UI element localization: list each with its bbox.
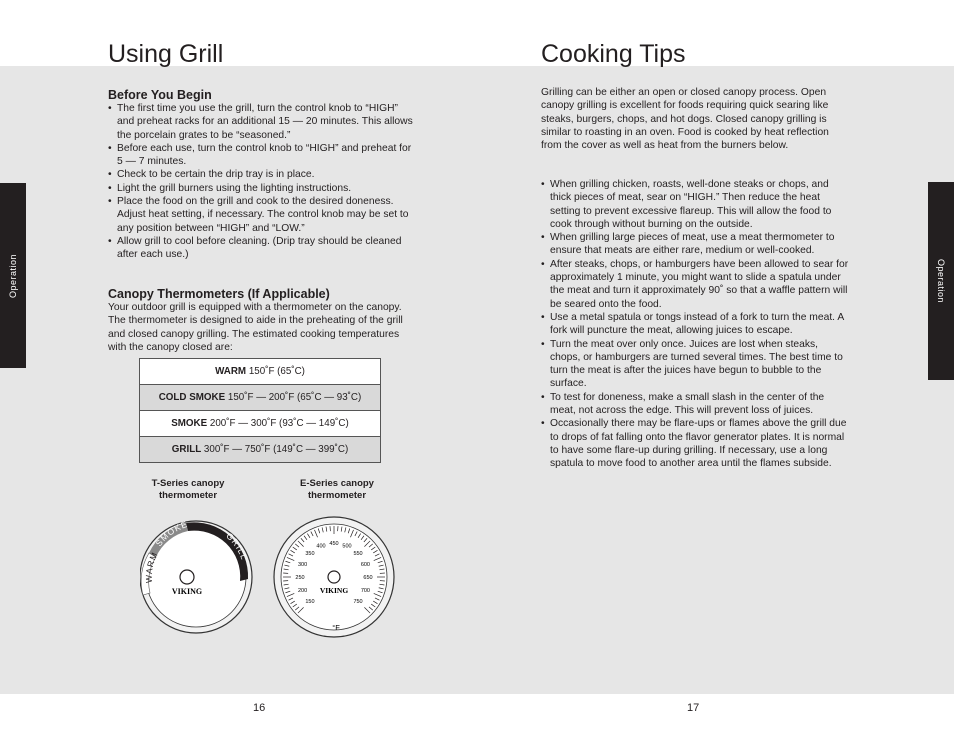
gauge-scale-label: 600 xyxy=(360,561,371,568)
gauge-scale-label: 450 xyxy=(329,541,339,547)
table-row xyxy=(140,410,380,436)
gauge-scale-label: 750 xyxy=(353,599,363,606)
section-tab-label: Operation xyxy=(936,258,946,304)
list-item: • The first time you use the grill, turn the control knob to “HIGH” and preheat racks for an additional 15 — 20 minutes. This allows the porcelain grates to be “seasoned.” xyxy=(108,102,413,142)
list-item: • Before each use, turn the control knob to “HIGH” and preheat for 5 — 7 minutes. xyxy=(108,142,413,169)
cooking-tips-list xyxy=(541,178,851,471)
caption-line: thermometer xyxy=(307,490,367,501)
caption-line: T-Series canopy xyxy=(151,478,225,489)
page-title-using-grill: Using Grill xyxy=(108,40,224,68)
gauge-scale-label: 350 xyxy=(305,550,315,557)
grill-zone-label: GRILL xyxy=(224,530,250,562)
list-item: • Allow grill to cool before cleaning. (Drip tray should be cleaned after each use.) xyxy=(108,235,413,262)
gauge-scale-label: 700 xyxy=(360,588,371,595)
page-number: 17 xyxy=(687,702,700,714)
list-item: • Turn the meat over only once. Juices are lost when steaks, chops, or hamburgers are turned several times. The best time to turn the meat is after the juices have begun to bubble to the surface. xyxy=(541,338,851,391)
page-title-cooking-tips: Cooking Tips xyxy=(541,40,686,68)
t-series-caption xyxy=(118,478,258,502)
before-you-begin-heading: Before You Begin xyxy=(108,88,212,102)
temperature-unit-label: °F xyxy=(332,623,340,632)
e-series-caption xyxy=(267,478,407,502)
list-item: • After steaks, chops, or hamburgers have been allowed to sear for approximately 1 minute, you might want to slide a spatula under the meat and turn it approximately 90˚ so that a waffle pattern will be seared onto the food. xyxy=(541,258,851,311)
gauge-scale-label: 550 xyxy=(353,550,363,557)
gauge-scale-label: 200 xyxy=(297,588,308,595)
list-item: • Occasionally there may be flare-ups or flames above the grill due to drops of fat falling onto the flavor generator plates. It is normal to have some flare-up during grilling. If necessary, use a long spatula to move food to another area until the flames subside. xyxy=(541,417,851,470)
temperature-table xyxy=(139,358,381,463)
temp-label: COLD SMOKE xyxy=(158,392,226,403)
smoke-zone-label: SMOKE xyxy=(153,518,190,549)
list-item: • Place the food on the grill and cook to the desired doneness. Adjust heat setting, if necessary. The control knob may be set to any position between “HIGH” and “LOW.” xyxy=(108,195,413,235)
gauge-scale-label: 500 xyxy=(342,543,352,550)
list-item: • When grilling chicken, roasts, well-done steaks or chops, and thick pieces of meat, sear on “HIGH.” Then reduce the heat setting to prevent excessive flareup. This will allow the food to cook through without burning on the outside. xyxy=(541,178,851,231)
cooking-tips-intro: Grilling can be either an open or closed canopy process. Open canopy grilling is excellent for foods requiring quick searing like steaks, burgers, chops, and hot dogs. Closed canopy grilling is similar to roasting in an oven. Food is cooked by heat reflection from the cover as well as heat from the burners below. xyxy=(541,87,829,152)
gauge-scale-label: 150 xyxy=(305,599,315,606)
section-tab-label: Operation xyxy=(8,253,18,298)
section-tab-right xyxy=(928,182,954,380)
canopy-thermometers-intro: Your outdoor grill is equipped with a thermometer on the canopy. The thermometer is designed to aide in the preheating of the grill and closed canopy grilling. The estimated cooking temperatures with the canopy closed are: xyxy=(108,302,403,353)
temp-label: SMOKE xyxy=(171,418,208,429)
list-item: • Light the grill burners using the lighting instructions. xyxy=(108,182,413,195)
temp-value: 150˚F — 200˚F (65˚C — 93˚C) xyxy=(227,392,362,403)
list-item: • Check to be certain the drip tray is in place. xyxy=(108,168,413,181)
gauge-scale-label: 400 xyxy=(316,543,326,550)
caption-line: thermometer xyxy=(158,490,218,501)
temp-value: 300˚F — 750˚F (149˚C — 399˚C) xyxy=(203,444,349,455)
temp-label: GRILL xyxy=(171,444,202,455)
temp-value: 200˚F — 300˚F (93˚C — 149˚C) xyxy=(209,418,349,429)
gauge-pivot xyxy=(328,571,340,583)
warm-zone-label: WARM xyxy=(143,550,160,584)
list-item: • To test for doneness, make a small slash in the center of the meat, not across the edge. This will prevent loss of juices. xyxy=(541,391,851,418)
table-row xyxy=(140,436,380,462)
page-number: 16 xyxy=(253,702,266,714)
gauge-scale-label: 250 xyxy=(295,575,305,581)
temp-value: 150˚F (65˚C) xyxy=(248,366,305,377)
table-row xyxy=(140,359,380,384)
caption-line: E-Series canopy xyxy=(300,478,374,489)
viking-logo: VIKING xyxy=(171,587,203,596)
gauge-scale-label: 650 xyxy=(363,575,373,581)
before-you-begin-list xyxy=(108,102,413,262)
viking-logo: VIKING xyxy=(319,586,349,595)
section-tab-left xyxy=(0,183,26,368)
table-row xyxy=(140,384,380,410)
list-item: • When grilling large pieces of meat, use a meat thermometer to ensure that meats are either rare, medium or well-cooked. xyxy=(541,231,851,258)
canopy-thermometers-heading: Canopy Thermometers (If Applicable) xyxy=(108,287,330,301)
t-series-thermometer-illustration xyxy=(140,505,260,645)
list-item: • Use a metal spatula or tongs instead of a fork to turn the meat. A fork will puncture the meat, allowing juices to escape. xyxy=(541,311,851,338)
e-series-thermometer-illustration xyxy=(268,505,396,645)
temp-label: WARM xyxy=(215,366,247,377)
gauge-pivot xyxy=(180,570,194,584)
gauge-scale-label: 300 xyxy=(297,561,308,568)
